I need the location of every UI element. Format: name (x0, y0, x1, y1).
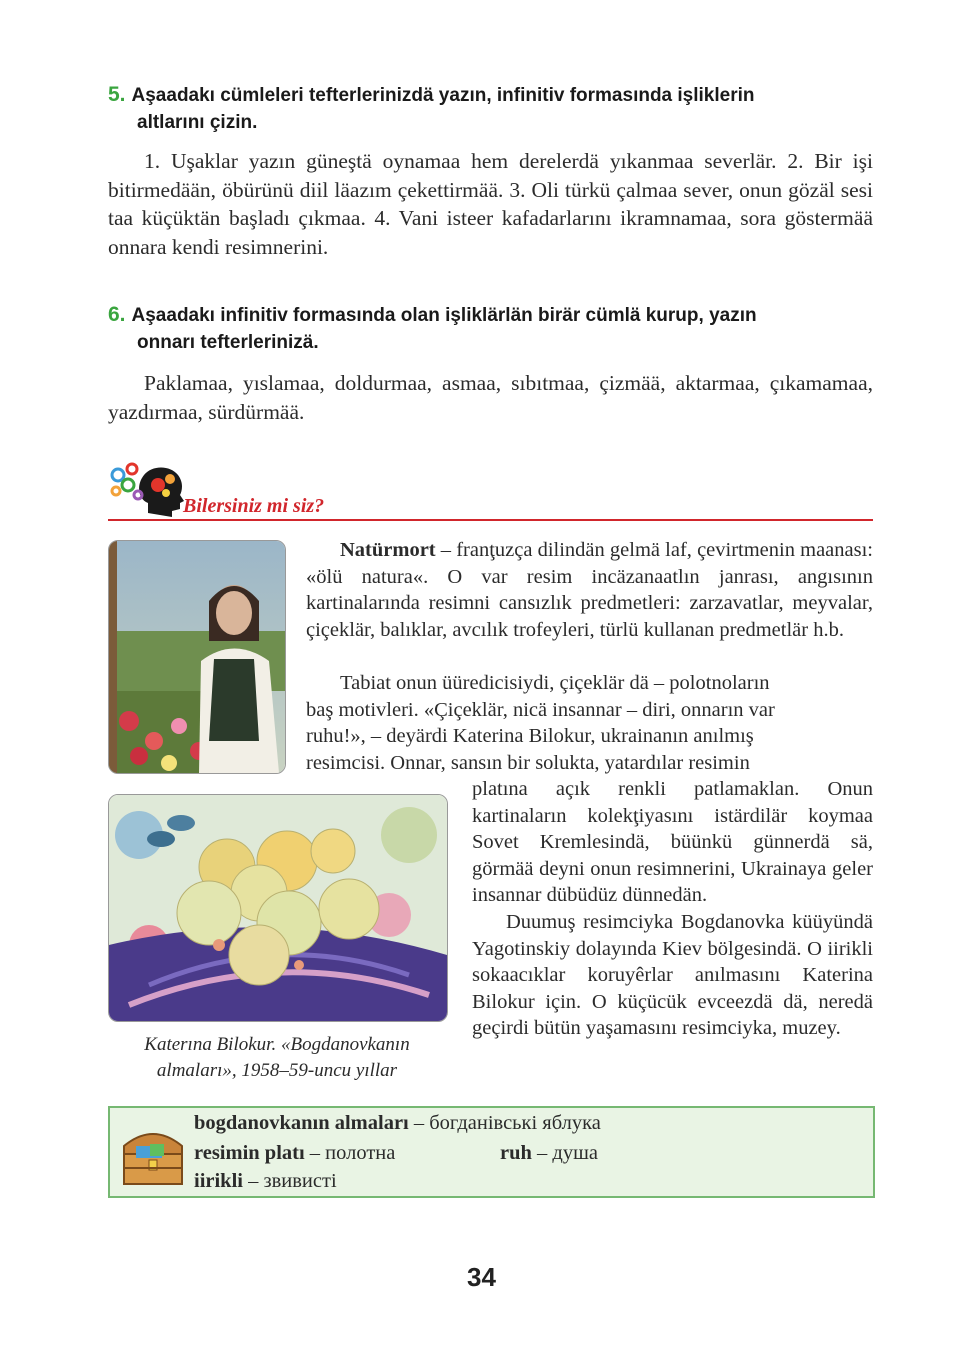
task-6-instruction (108, 301, 873, 356)
still-life-painting (108, 794, 448, 1022)
heading-divider (108, 519, 873, 521)
article-p2-line3: ruhu!», – deyärdi Katerina Bilokur, ukrainanın anılmış (306, 725, 754, 748)
caption-line2: almaları», 1958–59-uncu yıllar (156, 1060, 398, 1081)
task-5-line2: altlarını çizin. (137, 112, 258, 133)
task-6-words: Paklamaa, yıslamaa, doldurmaa, asmaa, sıbıtmaa, çizmää, aktarmaa, çıkamamaa, yazdırmaa, sürdürmää. (108, 371, 873, 424)
task-6-text (108, 369, 873, 426)
glossary-translation-4: – звивисті (242, 1170, 337, 1192)
head-gears-icon (108, 455, 184, 521)
glossary-entry-2 (194, 1139, 395, 1167)
glossary-box (108, 1106, 875, 1198)
caption-line1: Katerına Bilokur. «Bogdanovkanın (144, 1034, 410, 1055)
section-heading: Bilersiniz mi siz? (183, 495, 325, 517)
article-intro (306, 537, 873, 643)
task-5-sentences: 1. Uşaklar yazın güneştä oynamaa hem derelerdä yıkanmaa severlär. 2. Bir işi bitirmedään, öbürünü diil läazım çekettirmää. 3. Oli türkü çalmaa sever, onun gözäl sesi taa küçüktän başladı çıkmaa. 4. Vani isteer kafadarlarını ikramnamaa, sora göstermää onnara kendi resimnerini. (108, 149, 873, 259)
glossary-entry-3 (500, 1139, 598, 1167)
glossary-term-2: resimin platı (194, 1142, 305, 1164)
glossary-translation-2: – полотна (304, 1142, 396, 1164)
glossary-term-1: bogdanovkanın almaları (194, 1112, 409, 1134)
task-6-number: 6. (108, 303, 126, 326)
glossary-translation-3: – душа (531, 1142, 598, 1164)
task-5-line1: Aşaadakı cümleleri tefterlerinizdä yazın, infinitiv formasında işliklerin (131, 85, 755, 106)
painting-caption (108, 1032, 446, 1084)
task-6-line2: onnarı tefterlerinizä. (137, 332, 319, 353)
glossary-entry-4 (194, 1167, 337, 1195)
task-5-text (108, 147, 873, 261)
portrait-photo (108, 540, 286, 774)
article-p2-line4: resimcisi. Onnar, sansın bir solukta, yatardılar resimin (306, 751, 750, 774)
glossary-term-4: iirikli (194, 1170, 243, 1192)
task-5-instruction (108, 81, 873, 136)
page-number: 34 (467, 1262, 496, 1292)
article-p2-continuation: platına açık renkli patlamaklan. Onun kartinaların kolekţiyasını istärdilär koymaa Sovet Kremlesindä, büünkü günnerdä sä, görmää deyni onun resimnerini, Ukrainaya geler insannar dübüdüz dünnedän. (472, 778, 873, 907)
glossary-translation-1: – богданівські яблука (408, 1112, 601, 1134)
article-paragraph-2 (306, 670, 873, 776)
article-p2-line2: baş motivleri. «Çiçeklär, nicä insannar – diri, onnarın var (306, 698, 775, 721)
task-6-line1: Aşaadakı infinitiv formasında olan işliklärlän birär cümlä kurup, yazın (131, 305, 757, 326)
article-narrow-column (472, 776, 873, 1042)
glossary-entry-1 (194, 1109, 601, 1137)
article-p2-line1: Tabiat onun üüredicisiydi, çiçeklär dä – polotnoların (340, 672, 770, 694)
treasure-chest-icon (116, 1116, 190, 1190)
article-definition: – franţuzça dilindän gelmä laf, çevirtmenin maanası: «ölü natura«. O var resim incäzanaatlın janrası, angısının kartinalarında resimni cansızlık predmetleri: zarzavatlar, meyvalar, çiçeklär, balıklar, avcılık trofeyleri, türlü kullanan predmetlär h.b. (306, 539, 873, 641)
task-5-number: 5. (108, 83, 126, 106)
article-paragraph-3: Duumuş resimciyka Bogdanovka küüyündä Yagotinskiy dolayında Kiev bölgesindä. O iirikli sokaacıklar koruyêrlar anılmasını Katerina Bilokur için. O küçücük evceezdä dä, neredä geçirdi bütün yaşamasını resimciyka, muzey. (472, 910, 873, 1040)
article-term: Natürmort (340, 539, 436, 561)
glossary-term-3: ruh (500, 1142, 532, 1164)
